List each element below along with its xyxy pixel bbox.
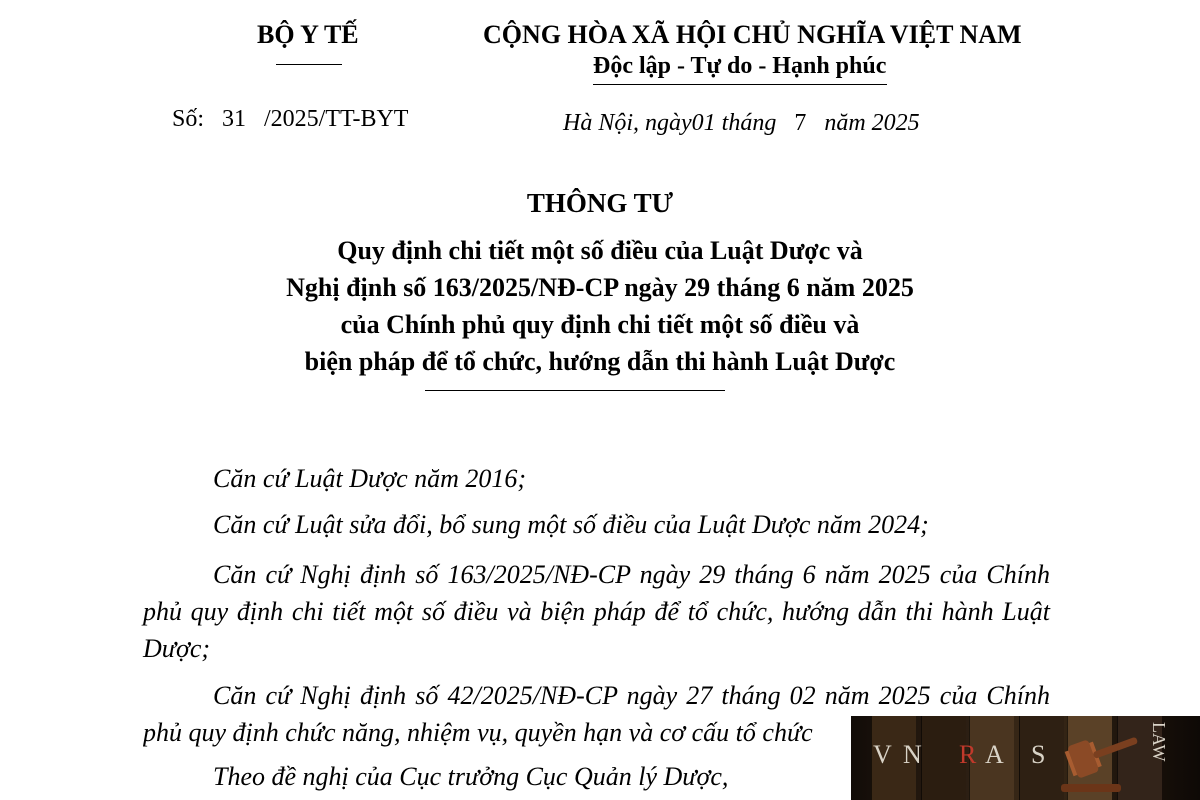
- legal-basis-3: Căn cứ Nghị định số 163/2025/NĐ-CP ngày 29 tháng 6 năm 2025 của Chính phủ quy định chi tiết một số điều và biện pháp để tổ chức, hướng dẫn thi hành Luật Dược;: [143, 560, 1050, 663]
- gavel-icon: [1056, 726, 1146, 796]
- title-underline: [425, 390, 725, 391]
- date-month-label: tháng: [721, 110, 777, 136]
- legal-basis-1: Căn cứ Luật Dược năm 2016;: [213, 464, 527, 493]
- subject-line: Quy định chi tiết một số điều của Luật Dược và: [337, 236, 863, 265]
- ministry-underline: [276, 64, 342, 65]
- subject-line: biện pháp để tổ chức, hướng dẫn thi hành Luật Dược: [304, 347, 896, 376]
- logo-letter: S: [1031, 740, 1048, 769]
- issuing-ministry: BỘ Y TẾ: [257, 20, 359, 49]
- doc-no-prefix: Số:: [172, 106, 205, 132]
- proposal-line: Theo đề nghị của Cục trưởng Cục Quản lý Dược,: [213, 762, 729, 791]
- doc-no-suffix: /2025/TT-BYT: [264, 106, 409, 132]
- doc-no-number: 31: [222, 106, 247, 132]
- logo-letter: A: [985, 740, 1006, 769]
- date-year: năm 2025: [824, 110, 920, 136]
- date-day: 01: [691, 110, 716, 136]
- date-month: 7: [794, 110, 807, 136]
- vnras-logo: [851, 716, 1200, 800]
- subject-line: Nghị định số 163/2025/NĐ-CP ngày 29 tháng 6 năm 2025: [286, 273, 914, 302]
- issue-date: [563, 110, 920, 137]
- logo-letter: N: [903, 740, 924, 769]
- logo-side-text: LAW: [1149, 722, 1169, 762]
- legal-basis-4: Căn cứ Nghị định số 42/2025/NĐ-CP ngày 27 tháng 02 năm 2025 của Chính phủ quy định chức năng, nhiệm vụ, quyền hạn và cơ cấu tổ chức: [143, 681, 1050, 747]
- document-type: THÔNG TƯ: [526, 188, 674, 218]
- country-name: CỘNG HÒA XÃ HỘI CHỦ NGHĨA VIỆT NAM: [483, 20, 1022, 49]
- document-number: [172, 106, 408, 133]
- motto-underline: [593, 84, 887, 85]
- legal-basis-2: Căn cứ Luật sửa đổi, bổ sung một số điều của Luật Dược năm 2024;: [213, 510, 929, 539]
- national-motto: Độc lập - Tự do - Hạnh phúc: [593, 53, 887, 79]
- logo-letter: R: [959, 740, 979, 769]
- logo-letter: V: [873, 740, 894, 769]
- subject-line: của Chính phủ quy định chi tiết một số điều và: [340, 310, 860, 339]
- date-place: Hà Nội, ngày: [563, 110, 692, 136]
